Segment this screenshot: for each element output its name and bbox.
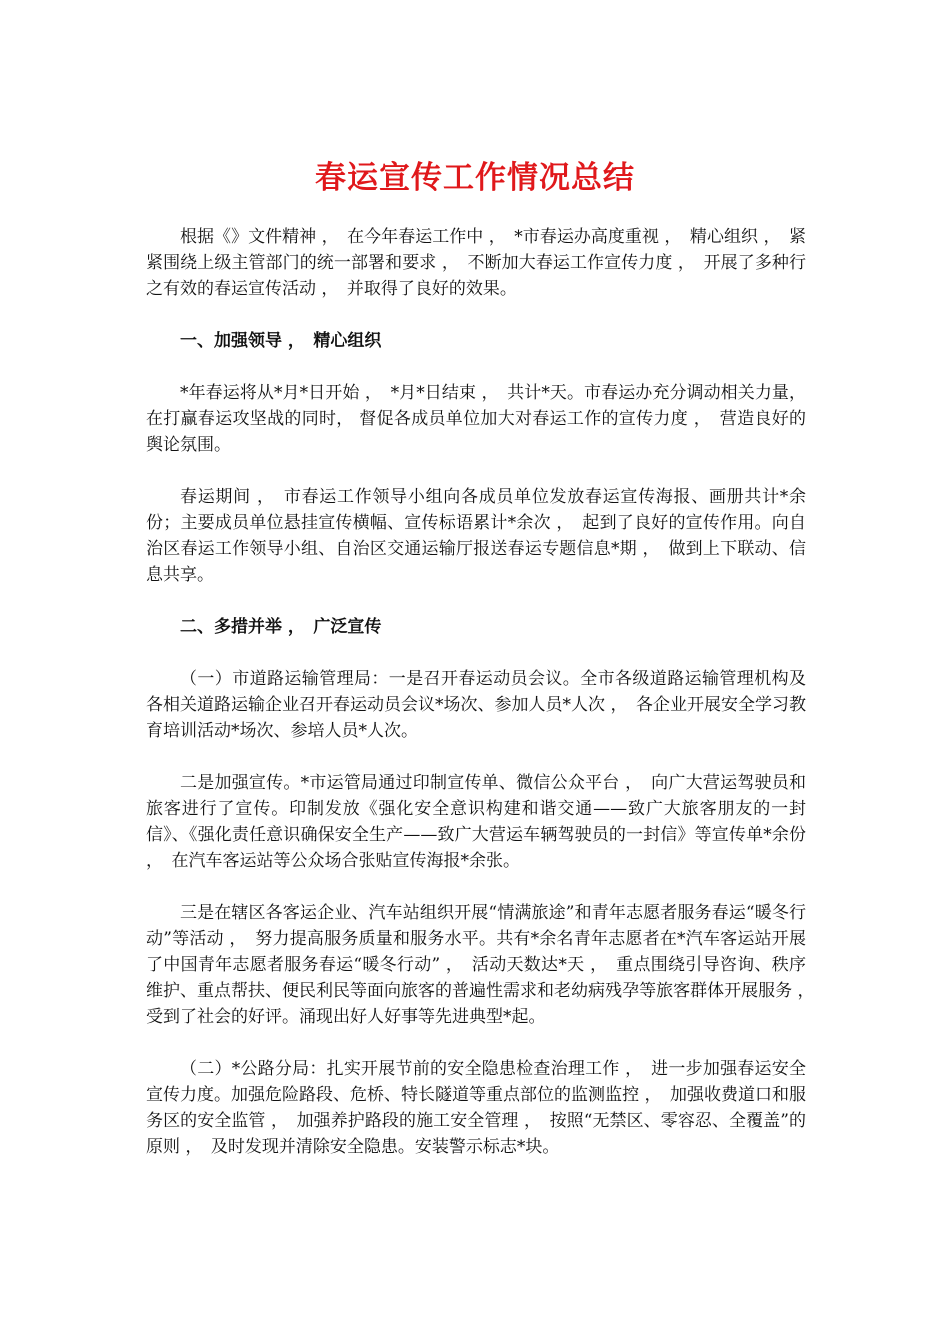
document-title: 春运宣传工作情况总结 — [315, 160, 635, 196]
section2-paragraph-1: （一）市道路运输管理局：一是召开春运动员会议。全市各级道路运输管理机构及各相关道路运输企业召开春运动员会议*场次、参加人员*人次 ， 各企业开展安全学习教育培训活动*场次、参培人员*人次。 — [146, 669, 806, 741]
section2-paragraph-4: （二）*公路分局：扎实开展节前的安全隐患检查治理工作 ， 进一步加强春运安全宣传力度。加强危险路段、危桥、特长隧道等重点部位的监测监控 ， 加强收费道口和服务区的安全监管 ， 加强养护路段的施工安全管理 ， 按照“无禁区、零容忍、全覆盖”的原则 ， 及时发现并清除安全隐患。安装警示标志*块。 — [146, 1059, 806, 1157]
section1-paragraph-1: *年春运将从*月*日开始 ， *月*日结束 ， 共计*天。市春运办充分调动相关力量， 在打赢春运攻坚战的同时， 督促各成员单位加大对春运工作的宣传力度 ， 营造良好的舆论氛围。 — [146, 383, 806, 455]
section1-paragraph-2: 春运期间 ， 市春运工作领导小组向各成员单位发放春运宣传海报、画册共计*余份；主要成员单位悬挂宣传横幅、宣传标语累计*余次 ， 起到了良好的宣传作用。向自治区春运工作领导小组、自治区交通运输厅报送春运专题信息*期 ， 做到上下联动、信息共享。 — [146, 487, 806, 585]
section2-paragraph-3: 三是在辖区各客运企业、汽车站组织开展“情满旅途”和青年志愿者服务春运“暖冬行动”等活动 ， 努力提高服务质量和服务水平。共有*余名青年志愿者在*汽车客运站开展了中国青年志愿者服务春运“暖冬行动” ， 活动天数达*天 ， 重点围绕引导咨询、秩序维护、重点帮扶、便民利民等面向旅客的普遍性需求和老幼病残孕等旅客群体开展服务 ， 受到了社会的好评。涌现出好人好事等先进典型*起。 — [146, 903, 823, 1027]
section-heading-1: 一、加强领导 ， 精心组织 — [180, 331, 382, 351]
intro-paragraph: 根据《》文件精神 ， 在今年春运工作中 ， *市春运办高度重视 ， 精心组织 ， 紧紧围绕上级主管部门的统一部署和要求 ， 不断加大春运工作宣传力度 ， 开展了多种行之有效的春运宣传活动 ， 并取得了良好的效果。 — [146, 227, 806, 299]
document-body — [146, 224, 823, 1186]
section-heading-2: 二、多措并举 ， 广泛宣传 — [180, 617, 382, 637]
section2-paragraph-2: 二是加强宣传。*市运管局通过印制宣传单、微信公众平台 ， 向广大营运驾驶员和旅客进行了宣传。印制发放《强化安全意识构建和谐交通——致广大旅客朋友的一封信》、《强化责任意识确保安全生产——致广大营运车辆驾驶员的一封信》等宣传单*余份 ， 在汽车客运站等公众场合张贴宣传海报*余张。 — [146, 773, 806, 871]
